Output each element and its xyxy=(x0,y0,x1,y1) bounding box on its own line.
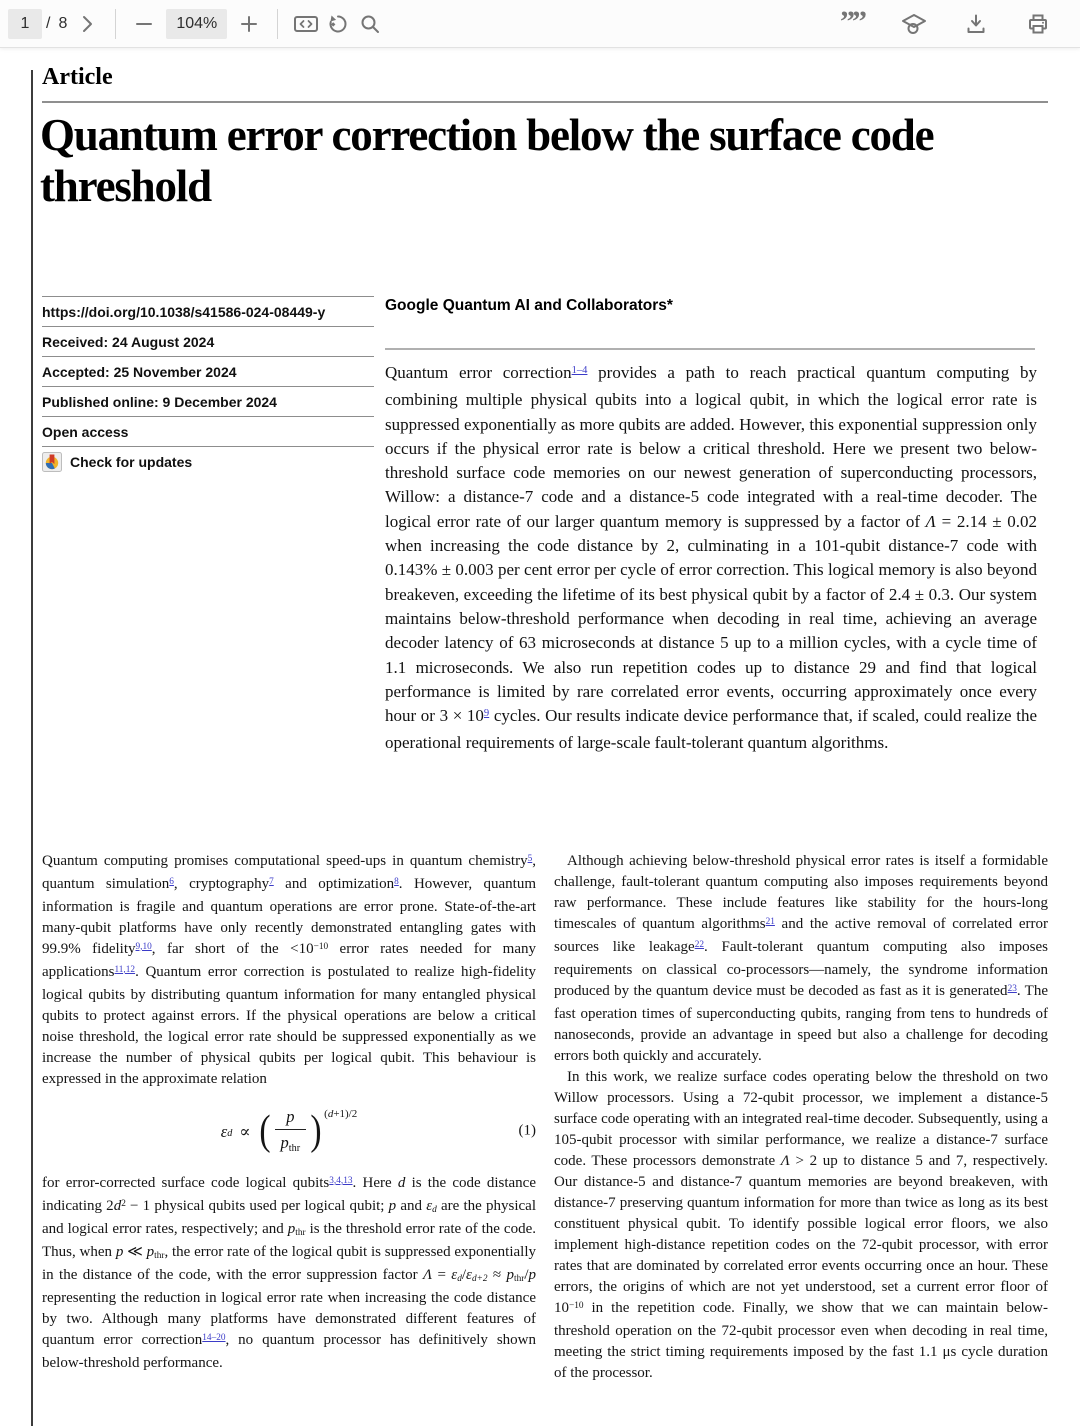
reset-zoom-icon xyxy=(326,12,350,36)
reference-link[interactable]: 11,12 xyxy=(114,964,136,975)
text-segment: are the physical and logical error rates, respectively; and xyxy=(42,1198,536,1237)
received-label: Received: 24 August 2024 xyxy=(42,333,215,350)
text-segment: ≈ xyxy=(487,1267,507,1283)
page-separator: / xyxy=(46,14,51,32)
text-segment: d xyxy=(432,1205,437,1216)
equation-number: (1) xyxy=(518,1122,536,1139)
text-segment: p xyxy=(506,1267,514,1283)
scholar-icon xyxy=(901,12,927,36)
next-page-button[interactable] xyxy=(71,8,103,40)
doi-label[interactable]: https://doi.org/10.1038/s41586-024-08449-y xyxy=(42,303,326,320)
minus-icon xyxy=(134,14,154,34)
zoom-level[interactable]: 104% xyxy=(166,9,227,39)
check-for-updates[interactable] xyxy=(42,446,374,476)
text-segment: . However, quantum information is fragile and quantum operations are error prone. State-of-the-art many-qubit platforms have only recently demonstrated entangling gates with 99.9% fidelity xyxy=(42,876,537,957)
zoom-in-button[interactable] xyxy=(233,8,265,40)
text-segment: . The fast operation times of superconducting qubits, ranging from tens to hundreds of nanoseconds, provide an advantage in speed but also a challenge for decoding errors both quickly and accurately. xyxy=(554,983,1048,1064)
download-icon xyxy=(964,12,988,36)
reference-link[interactable]: 9,10 xyxy=(135,941,152,952)
text-segment: , far short of the <10 xyxy=(151,941,314,957)
text-segment: ε xyxy=(466,1267,472,1283)
text-segment: , no quantum processor has definitively shown below-threshold performance. xyxy=(42,1332,537,1371)
text-segment: ≪ xyxy=(123,1244,147,1260)
fraction xyxy=(275,1106,307,1156)
reference-link[interactable]: 14–20 xyxy=(202,1332,226,1343)
reference-link[interactable]: 5 xyxy=(527,853,533,864)
reference-link[interactable]: 1–4 xyxy=(571,365,588,377)
text-segment: d xyxy=(397,1175,406,1191)
published-label: Published online: 9 December 2024 xyxy=(42,393,277,410)
body-paragraph xyxy=(554,851,1048,1067)
text-segment: −10 xyxy=(569,1300,584,1311)
text-segment: p xyxy=(115,1244,124,1260)
published-date xyxy=(42,386,374,416)
text-segment: provides a path to reach practical quantum computing by combining multiple physical qubits into a logical qubit, in which the logical error rate is suppressed exponentially as more qubits are added. However, this exponential suppression only occurs if the physical error rate is below a critical threshold. Here we present two below-threshold surface code memories on our newest generation of superconducting processors, Willow: a distance-7 code and a distance-5 code integrated with a real-time decoder. The logical error rate of our larger quantum memory is suppressed by a factor of xyxy=(385,363,1037,531)
text-segment: error rates needed for many applications xyxy=(42,941,536,980)
thr-subscript: thr xyxy=(288,1142,301,1154)
print-icon xyxy=(1026,12,1050,36)
plus-icon xyxy=(239,14,259,34)
text-segment: p xyxy=(287,1221,296,1237)
toolbar-left-group xyxy=(0,8,386,40)
text-segment: thr xyxy=(154,1251,165,1262)
text-segment: > 2 up to distance 5 and 7, respectively. Our distance-5 and distance-7 quantum memories are beyond breakeven, with distance-7 preserving quantum information for more than twice as long as its best constituent physical qubit. To identify possible logical error floors, we also implement high-distance repetition codes on the 72-qubit processor, with error rates that are dominated by correlated error events occurring once an hour. These errors, the origins of which are not yet understood, set a current error floor of 10 xyxy=(554,1153,1048,1316)
text-segment: and xyxy=(396,1198,427,1214)
text-segment: In this work, we realize surface codes operating below the threshold on two Willow processors. Using a 72-qubit processor, we implement a distance-5 surface code operating with an integrated real-time decoder. Subsequently, using a 105-qubit processor with similar performance, we realize a distance-7 surface code. These processors demonstrate xyxy=(554,1069,1048,1169)
text-segment: , quantum simulation xyxy=(42,853,536,892)
text-segment: = 2.14 ± 0.02 when increasing the code distance by 2, culminating in a 101-qubit distance-7 code with 0.143% ± 0.003 per cent error per cycle of error correction. This logical memory is also beyond breakeven, exceeding the lifetime of its best physical qubit by a factor of 2.4 ± 0.3. Our system maintains below-threshold performance when decoding in real time, achieving an average decoder latency of 63 microseconds at distance 5 up to a million cycles, with a cycle time of 1.1 microseconds. We also run repetition codes up to distance 29 and find that logical performance is limited by rare correlated error events, occurring approximately once every hour or 3 × 10 xyxy=(385,511,1037,726)
text-segment: p xyxy=(388,1198,397,1214)
fit-width-icon xyxy=(293,13,319,35)
open-access-label xyxy=(42,416,374,446)
body-paragraph xyxy=(42,1173,536,1374)
text-segment: Λ xyxy=(780,1153,790,1169)
article-metadata xyxy=(42,296,374,476)
body-paragraph xyxy=(554,1067,1048,1384)
text-segment: . Fault-tolerant quantum computing also imposes requirements on classical co-processors—namely, the syndrome information produced by the quantum device must be decoded as fast as it is generated xyxy=(554,939,1048,999)
search-button[interactable] xyxy=(354,8,386,40)
page-title: Quantum error correction below the surface code threshold xyxy=(40,110,934,211)
text-segment: . Here xyxy=(352,1175,398,1191)
chevron-right-icon xyxy=(76,13,98,35)
text-segment: thr xyxy=(514,1274,525,1285)
print-button[interactable] xyxy=(1022,8,1054,40)
equation-body xyxy=(221,1106,358,1156)
search-icon xyxy=(359,13,381,35)
kicker-divider xyxy=(42,101,1048,103)
accepted-date xyxy=(42,356,374,386)
fraction-denominator xyxy=(275,1129,307,1156)
reference-link[interactable]: 7 xyxy=(269,876,274,887)
text-segment: / xyxy=(461,1267,467,1283)
reference-link[interactable]: 22 xyxy=(694,939,705,950)
proportional-symbol: ∝ xyxy=(239,1121,251,1141)
doi-link[interactable] xyxy=(42,296,374,326)
reference-link[interactable]: 23 xyxy=(1007,983,1017,994)
received-date xyxy=(42,326,374,356)
cite-button[interactable] xyxy=(836,4,868,40)
text-segment: +1)/2 xyxy=(333,1108,358,1120)
reference-link[interactable]: 21 xyxy=(765,916,775,927)
open-access-text: Open access xyxy=(42,423,129,440)
reference-link[interactable]: 9 xyxy=(483,708,490,720)
toolbar-divider xyxy=(115,9,116,39)
text-segment: / xyxy=(524,1267,529,1283)
text-segment: Quantum computing promises computational speed-ups in quantum chemistry xyxy=(42,853,528,869)
text-segment: and the active removal of correlated error sources like leakage xyxy=(554,916,1049,955)
crossmark-badge-icon xyxy=(42,452,62,472)
text-segment: , the error rate of the logical qubit is suppressed exponentially in the distance of the code, with the error suppression factor xyxy=(42,1244,537,1283)
toolbar-divider xyxy=(277,9,278,39)
text-segment: , cryptography xyxy=(173,876,270,892)
text-segment: 2 xyxy=(121,1198,126,1209)
text-segment: ε xyxy=(426,1198,433,1214)
text-segment: and optimization xyxy=(273,876,395,892)
p-symbol: p xyxy=(280,1133,289,1152)
fit-width-button[interactable] xyxy=(290,8,322,40)
text-segment: in the repetition code. Finally, we show that we can maintain below-threshold operation on the 72-qubit processor even when decoding in real time, meeting the strict timing requirements imposed by the fast 1.1 μs cycle duration of the processor. xyxy=(554,1300,1048,1381)
text-segment: d+2 xyxy=(471,1274,488,1285)
page-left-rule xyxy=(31,70,33,1426)
exponent xyxy=(324,1104,357,1125)
close-paren: ) xyxy=(310,1108,322,1154)
open-paren: ( xyxy=(258,1108,271,1154)
scholar-button[interactable] xyxy=(898,8,930,40)
reference-link[interactable]: 8 xyxy=(394,876,399,887)
text-segment: cycles. Our results indicate device performance that, if scaled, could realize the operational requirements of large-scale fault-tolerant quantum algorithms. xyxy=(385,706,1037,753)
text-segment: representing the reduction in logical error rate when increasing the code distance by two. Although many platforms have demonstrated different features of quantum error correction xyxy=(42,1290,536,1348)
right-column xyxy=(554,851,1048,1384)
page-total: 8 xyxy=(58,14,68,32)
text-segment: p xyxy=(528,1267,536,1283)
toolbar-right-group xyxy=(836,4,1080,40)
text-segment: is the code distance indicating 2 xyxy=(42,1175,536,1214)
article-kicker: Article xyxy=(42,64,113,90)
pdf-page xyxy=(0,48,1080,1426)
text-segment: ε xyxy=(451,1267,458,1283)
reset-zoom-button[interactable] xyxy=(322,8,354,40)
epsilon-subscript: d xyxy=(227,1128,233,1140)
text-segment: for error-corrected surface code logical qubits xyxy=(42,1175,330,1191)
text-segment: . Quantum error correction is postulated to realize high-fidelity logical qubits by distributing quantum information for many entangled physical qubits to protect against errors. If the physical operations are below a critical noise threshold, the logical error rate should be suppressed exponentially as we increase the number of physical qubits per logical qubit. This behaviour is expressed in the approximate relation xyxy=(42,964,536,1087)
body-paragraph xyxy=(42,851,536,1090)
text-segment: −10 xyxy=(313,941,329,952)
text-segment: is the threshold error rate of the code. Thus, when xyxy=(42,1221,536,1260)
accepted-label: Accepted: 25 November 2024 xyxy=(42,363,237,380)
authors-line: Google Quantum AI and Collaborators* xyxy=(385,297,673,314)
abstract-divider xyxy=(385,348,1035,350)
text-segment: d xyxy=(113,1198,122,1214)
left-column xyxy=(42,851,536,1384)
text-segment: d xyxy=(327,1108,334,1120)
epsilon-symbol: ε xyxy=(220,1121,228,1141)
check-for-updates-label[interactable]: Check for updates xyxy=(70,453,193,470)
text-segment: ( xyxy=(324,1108,328,1120)
cite-icon: ”” xyxy=(840,4,864,38)
text-segment: thr xyxy=(295,1228,306,1239)
text-segment: p xyxy=(146,1244,155,1260)
page-number-input[interactable]: 1 xyxy=(8,9,42,39)
equation-1 xyxy=(42,1106,536,1156)
reference-link[interactable]: 3,4,13 xyxy=(329,1175,353,1186)
zoom-out-button[interactable] xyxy=(128,8,160,40)
pdf-toolbar xyxy=(0,0,1080,48)
abstract-paragraph xyxy=(385,361,1037,756)
text-segment: Λ xyxy=(925,511,936,531)
text-segment: − 1 physical qubits used per logical qubit; xyxy=(125,1198,389,1214)
download-button[interactable] xyxy=(960,8,992,40)
text-segment: = xyxy=(432,1267,452,1283)
text-segment: Quantum error correction xyxy=(385,363,572,382)
text-segment: Although achieving below-threshold physical error rates is itself a formidable challenge, fault-tolerant quantum computing also imposes requirements beyond raw performance. These include features like stability for the hours-long timescales of quantum algorithms xyxy=(554,853,1048,932)
body-columns xyxy=(42,851,1048,1384)
reference-link[interactable]: 6 xyxy=(169,876,174,887)
text-segment: Λ xyxy=(423,1267,433,1283)
text-segment: d xyxy=(457,1274,462,1285)
fraction-numerator: p xyxy=(286,1107,295,1126)
